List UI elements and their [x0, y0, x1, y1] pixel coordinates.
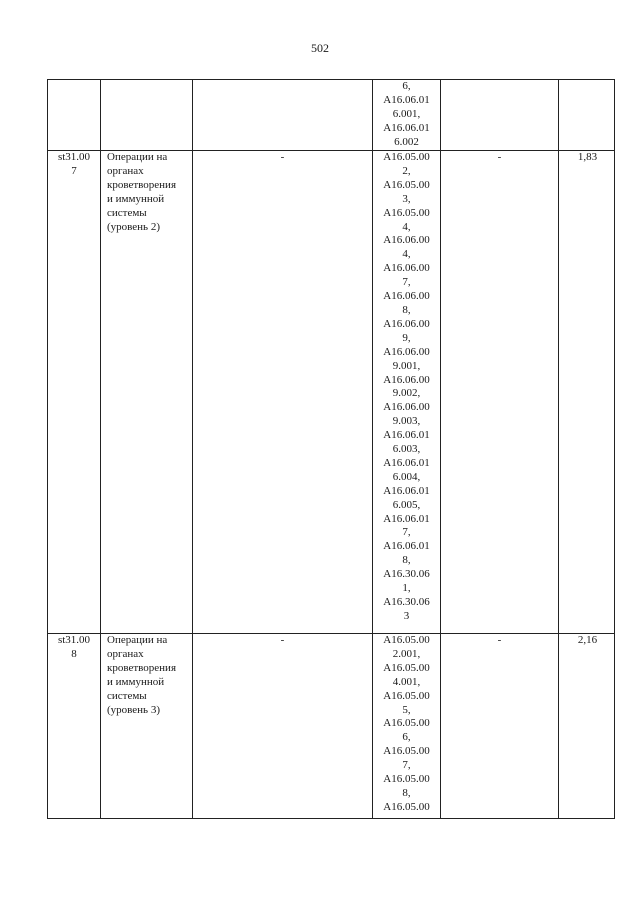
code-line: A16.06.00 — [383, 401, 430, 414]
table-row — [47, 151, 615, 634]
dash-cell: - — [440, 634, 558, 818]
code-line: A16.06.01 — [383, 540, 430, 553]
name-line: кроветворения — [107, 661, 176, 674]
name-line: (уровень 2) — [107, 220, 160, 233]
code-line: 8 — [71, 647, 77, 660]
name-line: органах — [107, 164, 144, 177]
code-line: 7, — [402, 526, 411, 539]
code-line: A16.06.00 — [383, 290, 430, 303]
name-line: (уровень 3) — [107, 703, 160, 716]
code-line: A16.05.00 — [383, 773, 430, 786]
code-line: 6.004, — [392, 470, 421, 483]
name-cell — [100, 151, 192, 633]
code-line: 2.001, — [392, 647, 421, 660]
code-line: A16.05.00 — [383, 634, 430, 646]
code-line: A16.30.06 — [383, 568, 430, 581]
code-line: 4.001, — [392, 675, 421, 688]
code-line: A16.05.00 — [383, 151, 430, 163]
code-line: A16.06.00 — [383, 345, 430, 358]
code-line: A16.06.01 — [383, 93, 430, 106]
code-line: A16.05.00 — [383, 178, 430, 191]
code-line: A16.06.00 — [383, 317, 430, 330]
codes-cell — [372, 151, 440, 633]
dash-cell: - — [440, 151, 558, 633]
coefficient-cell: 1,83 — [558, 151, 616, 633]
name-line: системы — [107, 206, 147, 219]
code-line: A16.06.01 — [383, 484, 430, 497]
code-line: 6.005, — [392, 498, 421, 511]
code-line: 6.001, — [392, 107, 421, 120]
code-line: 9, — [402, 331, 411, 344]
code-cell — [48, 634, 100, 818]
code-cell — [48, 80, 100, 150]
dash-cell: - — [192, 634, 372, 818]
code-line: 9.001, — [392, 359, 421, 372]
name-line: Операции на — [107, 151, 168, 163]
name-line: системы — [107, 689, 147, 702]
coefficient-cell — [558, 80, 616, 150]
code-line: 8, — [402, 554, 411, 567]
name-line: кроветворения — [107, 178, 176, 191]
code-line: A16.06.00 — [383, 373, 430, 386]
code-line: A16.05.00 — [383, 661, 430, 674]
empty-cell — [440, 80, 558, 150]
code-line: 9.003, — [392, 415, 421, 428]
tariff-table — [47, 79, 615, 819]
code-line: A16.05.00 — [383, 717, 430, 730]
code-line: A16.05.00 — [383, 745, 430, 758]
code-line: 3 — [403, 609, 410, 622]
code-line: A16.05.00 — [383, 800, 430, 813]
code-line: 6, — [402, 731, 411, 744]
name-line: и иммунной — [107, 192, 165, 205]
code-line: A16.06.01 — [383, 456, 430, 469]
name-line: и иммунной — [107, 675, 165, 688]
coefficient-cell: 2,16 — [558, 634, 616, 818]
code-line: 6.003, — [392, 443, 421, 456]
code-line: A16.05.00 — [383, 206, 430, 219]
code-line: 7, — [402, 276, 411, 289]
code-line: 9.002, — [392, 387, 421, 400]
code-line: A16.05.00 — [383, 689, 430, 702]
name-cell — [100, 80, 192, 150]
code-line: 3, — [402, 192, 411, 205]
code-line: 5, — [402, 703, 411, 716]
code-line: A16.06.00 — [383, 234, 430, 247]
code-line: st31.00 — [57, 634, 91, 646]
code-line: 2, — [402, 164, 411, 177]
name-line: Операции на — [107, 634, 168, 646]
code-line: A16.06.00 — [383, 262, 430, 275]
code-line: 4, — [402, 220, 411, 233]
code-line: A16.30.06 — [383, 596, 430, 608]
code-line: A16.06.01 — [383, 512, 430, 525]
code-line: 8, — [402, 786, 411, 799]
table-row — [47, 634, 615, 819]
code-line: 6, — [402, 80, 411, 92]
empty-cell — [192, 80, 372, 150]
code-line: 7 — [71, 164, 77, 177]
code-line: 6.002 — [394, 135, 419, 148]
name-line: органах — [107, 647, 144, 660]
code-line: 8, — [402, 303, 411, 316]
page-number: 502 — [311, 41, 329, 55]
name-cell — [100, 634, 192, 818]
dash-cell: - — [192, 151, 372, 633]
table-row — [47, 79, 615, 151]
code-line: st31.00 — [57, 151, 91, 163]
code-cell — [48, 151, 100, 633]
code-line: A16.06.01 — [383, 429, 430, 442]
codes-cell — [372, 80, 440, 150]
code-line: 1, — [402, 582, 411, 595]
code-line: A16.06.01 — [383, 121, 430, 134]
codes-cell — [372, 634, 440, 818]
code-line: 7, — [402, 759, 411, 772]
code-line: 4, — [402, 248, 411, 261]
